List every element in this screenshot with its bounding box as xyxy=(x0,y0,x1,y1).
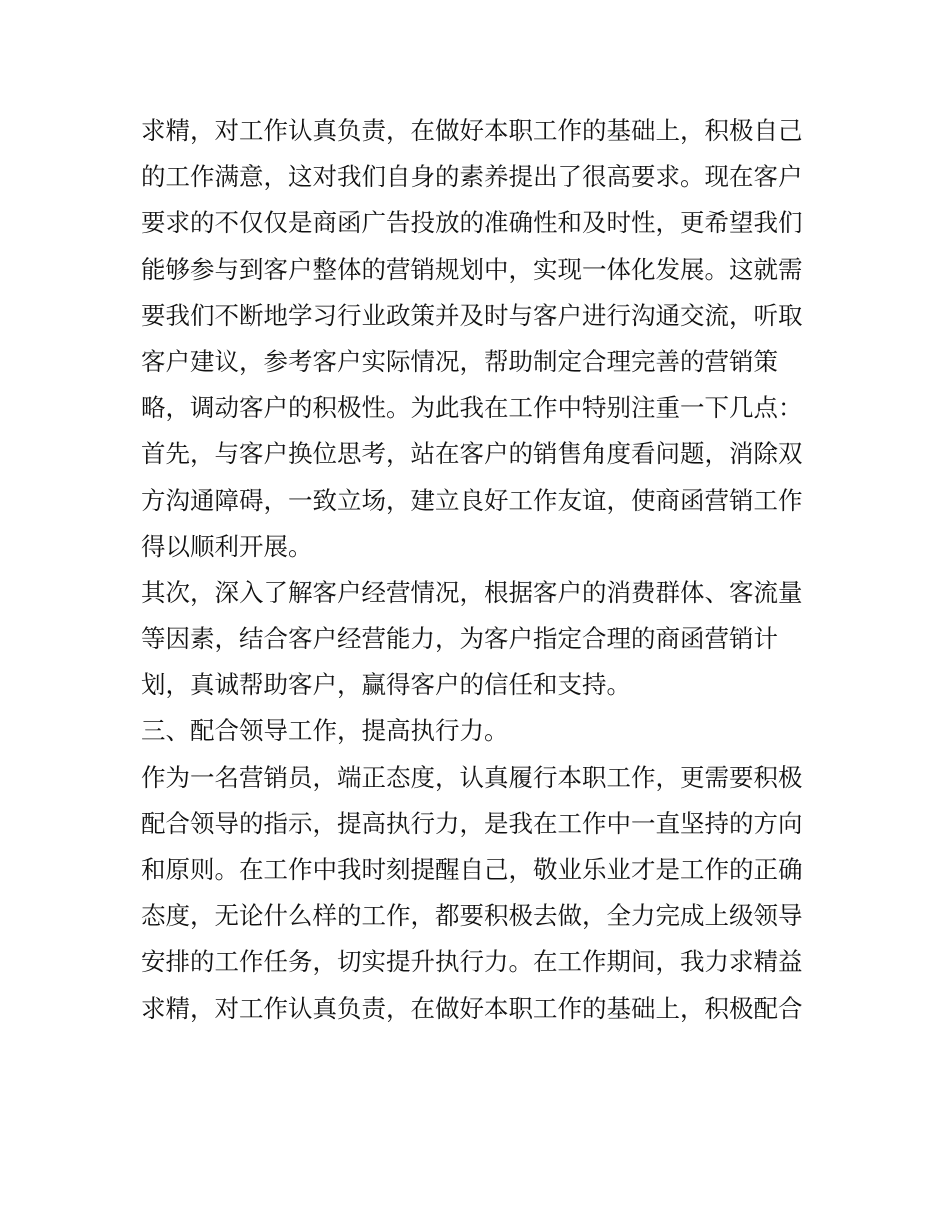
text-line: 配合领导的指示，提高执行力，是我在工作中一直坚持的方向 xyxy=(141,808,803,838)
text-line: 作为一名营销员，端正态度，认真履行本职工作，更需要积极 xyxy=(141,762,803,792)
text-line: 能够参与到客户整体的营销规划中，实现一体化发展。这就需 xyxy=(141,254,803,284)
text-line: 求精，对工作认真负责，在做好本职工作的基础上，积极配合 xyxy=(141,993,803,1023)
text-line: 略，调动客户的积极性。为此我在工作中特别注重一下几点： xyxy=(141,393,803,423)
text-line: 的工作满意，这对我们自身的素养提出了很高要求。现在客户 xyxy=(141,162,803,192)
text-line: 态度，无论什么样的工作，都要积极去做，全力完成上级领导 xyxy=(141,901,803,931)
document-body xyxy=(141,108,821,1032)
text-line: 要求的不仅仅是商函广告投放的准确性和及时性，更希望我们 xyxy=(141,208,803,238)
text-line: 客户建议，参考客户实际情况，帮助制定合理完善的营销策 xyxy=(141,346,778,376)
text-line: 其次，深入了解客户经营情况，根据客户的消费群体、客流量 xyxy=(141,577,803,607)
text-line: 划，真诚帮助客户，赢得客户的信任和支持。 xyxy=(141,670,631,700)
text-line: 安排的工作任务，切实提升执行力。在工作期间，我力求精益 xyxy=(141,947,803,977)
text-line: 等因素，结合客户经营能力，为客户指定合理的商函营销计 xyxy=(141,624,778,654)
section-heading: 三、配合领导工作，提高执行力。 xyxy=(141,716,509,746)
text-line: 得以顺利开展。 xyxy=(141,531,313,561)
text-line: 要我们不断地学习行业政策并及时与客户进行沟通交流，听取 xyxy=(141,300,803,330)
text-line: 和原则。在工作中我时刻提醒自己，敬业乐业才是工作的正确 xyxy=(141,855,803,884)
text-line: 求精，对工作认真负责，在做好本职工作的基础上，积极自己 xyxy=(141,116,803,145)
text-line: 方沟通障碍，一致立场，建立良好工作友谊，使商函营销工作 xyxy=(141,485,803,515)
text-line: 首先，与客户换位思考，站在客户的销售角度看问题，消除双 xyxy=(141,439,803,469)
